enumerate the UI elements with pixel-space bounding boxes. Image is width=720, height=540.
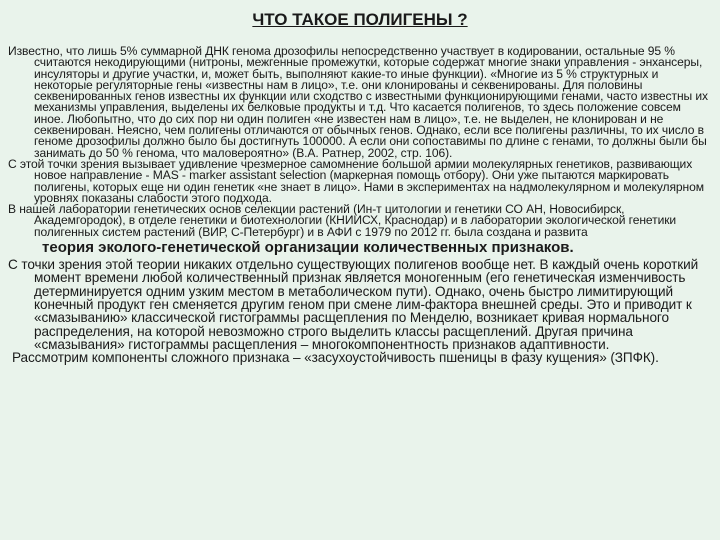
paragraph-laboratory: В нашей лаборатории генетических основ селекции растений (Ин-т цитологии и генетики СО АН, Новосибирск, Академгородок), в отделе генетики и биотехнологии (КНИИСХ, Краснодар) и в лаборатории экологической генетики полигенных систем растений (ВИР, С-Петербург) и в АФИ с 1979 по 2012 гг. была создана и развита <box>8 202 677 239</box>
paragraph-polygenes-intro: Известно, что лишь 5% суммарной ДНК генома дрозофилы непосредственно участвует в кодировании, остальные 95 % считаются некодирующими (нитроны, межгенные промежутки, которые содержат многие знаки управления - энхансеры, инсуляторы и другие участки, и, может быть, выполняют какие-то иные функции). «Многие из 5 % структурных и некоторые регуляторные гены «известны нам в лицо», т.е. они клонированы и секвенированы. Для половины секвенированных генов известны их функции или сходство с известными функционирующими генами, часто известны их механизмы управления, выделены их белковые продукты и т.д. Что касается полигенов, то здесь положение совсем иное. Любопытно, что до сих пор ни один полиген «не известен нам в лицо», т.е. не выделен, не клонирован и не секвенирован. Неясно, чем полигены отличаются от обычных генов. Однако, если все полигены различны, то их число в геноме дрозофилы должно было бы достигнуть 100000. А если они сопоставимы по длине с генами, то должны были бы занимать до 50 % генома, что маловероятно» (В.А. Ратнер, 2002, стр. 106). <box>8 44 708 160</box>
paragraph-mas-critique: С этой точки зрения вызывает удивление чрезмерное самомнение большой армии молекулярных генетиков, развивающих новое направление - MAS - marker assistant selection (маркерная помощь отбору). Они уже пытаются маркировать полигены, которых еще ни один генетик «не знает в лицо». Нами в экспериментах на надмолекулярном и молекулярном уровнях показаны слабости этого подхода. <box>8 156 704 205</box>
slide-body <box>8 46 710 364</box>
paragraph-theory: С точки зрения этой теории никаких отдельно существующих полигенов вообще нет. В каждый очень короткий момент времени любой количественный признак является моногенным (его генетическая изменчивость детерминируется одним узким местом в метаболическом пути). Однако, очень быстро лимитирующий конечный продукт ген сменяется другим геном при смене лим-фактора внешней среды. Это и приводит к «смазыванию» классической гистограммы расщепления по Менделю, возникает кривая нормального распределения, на которой невозможно строго выделить классы расщеплений. Другая причина «смазывания» гистограммы расщепления – многокомпонентность признаков адаптивности. <box>8 257 699 352</box>
theory-subheading: теория эколого-генетической организации количественных признаков. <box>42 239 574 257</box>
slide-title <box>0 10 720 30</box>
slide-title-text: ЧТО ТАКОЕ ПОЛИГЕНЫ ? <box>252 10 468 29</box>
paragraph-components: Рассмотрим компоненты сложного признака – «засухоустойчивость пшеницы в фазу кущения» (ЗПФК). <box>12 350 659 366</box>
